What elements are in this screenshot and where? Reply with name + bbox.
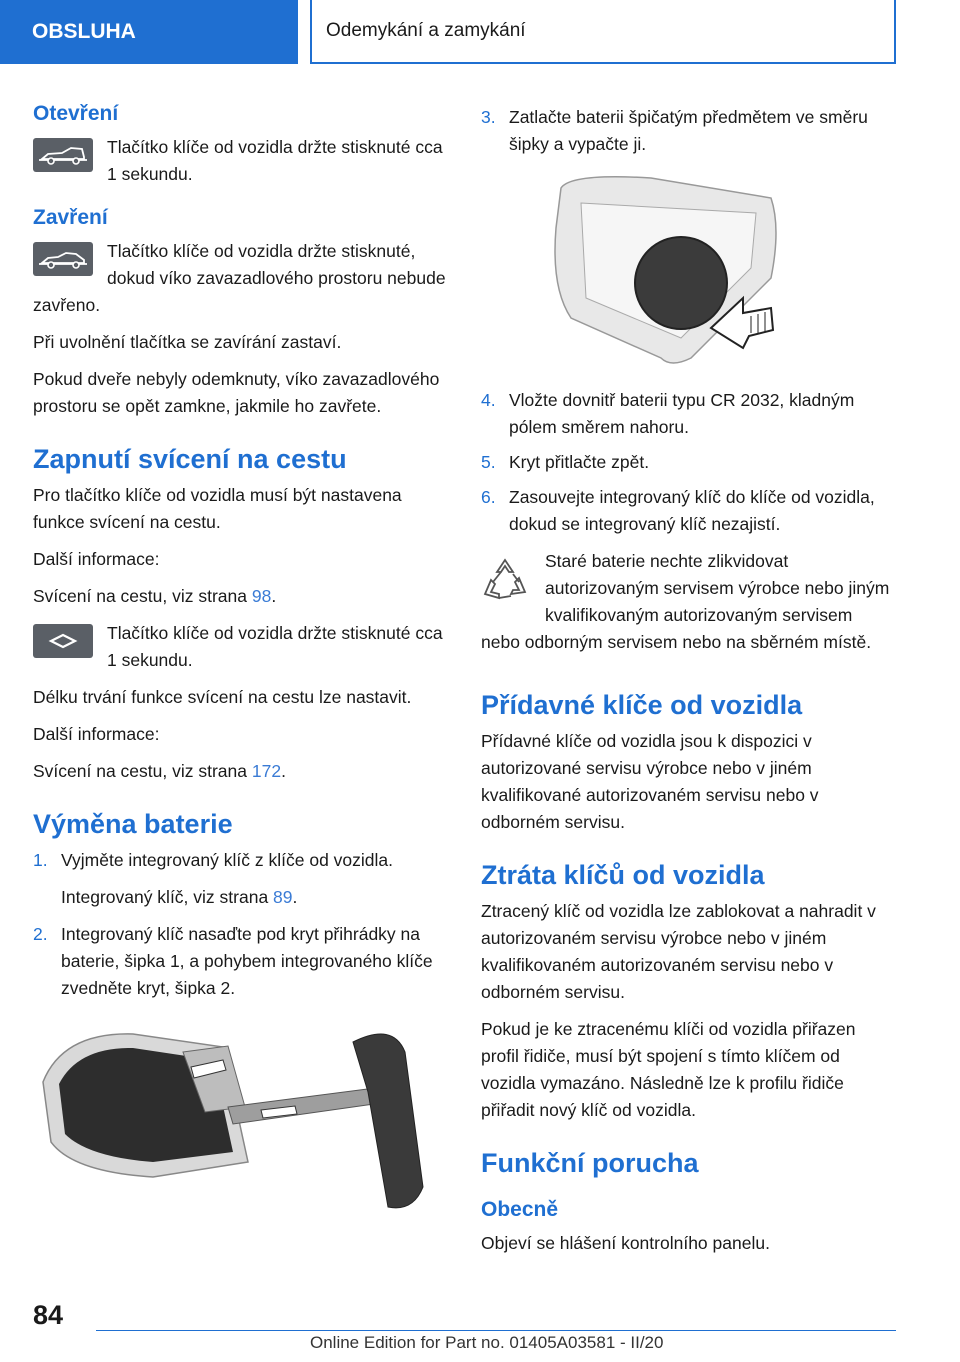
closing-heading: Zavření: [33, 206, 108, 229]
step-4-number: 4.: [481, 390, 496, 410]
car-trunk-close-icon: [33, 242, 93, 276]
lost-keys-paragraph-2: Pokud je ke ztracenému klíči od vozidla přiřazen profil řidiče, musí být spojení s tímto klíčem od vozidla vymazáno. Následně lze k profilu řidiče přiřadit nový klíč od vozidla.: [481, 1019, 856, 1120]
step-2-number: 2.: [33, 924, 48, 944]
closing-text: Tlačítko klíče od vozidla držte stisknuté, dokud víko zavazadlového prostoru nebude zavřeno.: [33, 241, 446, 315]
step-3-number: 3.: [481, 107, 496, 127]
step-5-number: 5.: [481, 452, 496, 472]
light-paragraph-1: Pro tlačítko klíče od vozidla musí být nastavena funkce svícení na cestu.: [33, 485, 402, 532]
fault-subheading: Obecně: [481, 1198, 559, 1221]
closing-paragraph-2: Pokud dveře nebyly odemknuty, víko zavazadlového prostoru se opět zamkne, jakmile ho zavřete.: [33, 369, 440, 416]
battery-steps-right-2: [481, 387, 896, 538]
header-section-tab: [0, 0, 298, 64]
step-2-text: Integrovaný klíč nasaďte pod kryt přihrádky na baterie, šipka 1, a pohybem integrovaného klíče zvedněte kryt, šipka 2.: [61, 924, 433, 998]
battery-steps-left-2: [33, 921, 448, 1002]
light-reference-2-text: Svícení na cestu, viz strana: [33, 761, 252, 781]
light-more-info-2: Další informace:: [33, 724, 160, 744]
page-link-98[interactable]: 98: [251, 586, 272, 606]
recycle-note: [481, 548, 896, 666]
footer-edition: Online Edition for Part no. 01405A03581 - II/20: [310, 1333, 664, 1352]
step-5: [481, 449, 896, 476]
page-number: 84: [33, 1300, 64, 1330]
step-6-number: 6.: [481, 487, 496, 507]
light-more-info-1: Další informace:: [33, 549, 160, 569]
battery-steps-left: [33, 847, 448, 874]
step-1-reference-text: Integrovaný klíč, viz strana: [61, 887, 274, 907]
opening-instruction: [33, 134, 448, 188]
step-4: [481, 387, 896, 441]
header-chapter-tab: [310, 0, 896, 64]
extra-keys-heading: Přídavné klíče od vozidla: [481, 690, 803, 720]
step-1: [33, 847, 448, 874]
recycle-text: Staré baterie nechte zlikvidovat autorizovaným servisem výrobce nebo jiným kvalifikovaným autorizovaným servisem nebo odborným servisem nebo na sběrném místě.: [481, 551, 890, 652]
step-3: [481, 104, 896, 158]
closing-paragraph-1: Při uvolnění tlačítka se zavírání zastaví.: [33, 332, 342, 352]
step-1-number: 1.: [33, 850, 48, 870]
right-column: [481, 100, 896, 1267]
light-reference-2: Svícení na cestu, viz strana 172.: [33, 761, 286, 781]
step-6: [481, 484, 896, 538]
header-chapter-label: Odemykání a zamykání: [326, 20, 526, 41]
light-button-text: Tlačítko klíče od vozidla držte stisknuté cca 1 sekundu.: [107, 623, 443, 670]
header-section-label: OBSLUHA: [32, 20, 136, 43]
light-paragraph-2: Délku trvání funkce svícení na cestu lze nastavit.: [33, 687, 412, 707]
closing-instruction: [33, 238, 448, 319]
left-column: [33, 100, 448, 1217]
footer-divider: [96, 1330, 896, 1331]
opening-heading: Otevření: [33, 102, 119, 125]
step-5-text: Kryt přitlačte zpět.: [509, 452, 650, 472]
light-instruction: [33, 620, 448, 674]
car-trunk-open-icon: [33, 138, 93, 172]
step-1-reference: Integrovaný klíč, viz strana 89.: [61, 887, 298, 907]
step-2: [33, 921, 448, 1002]
fault-paragraph: Objeví se hlášení kontrolního panelu.: [481, 1233, 770, 1253]
battery-steps-right: [481, 104, 896, 158]
step-1-text: Vyjměte integrovaný klíč z klíče od vozidla.: [61, 850, 393, 870]
key-integrated-key-illustration: [33, 1012, 448, 1217]
light-reference-1: Svícení na cestu, viz strana 98.: [33, 586, 277, 606]
recycle-icon: [481, 554, 529, 610]
diamond-light-icon: [33, 624, 93, 658]
light-heading: Zapnutí svícení na cestu: [33, 444, 347, 474]
lost-keys-paragraph-1: Ztracený klíč od vozidla lze zablokovat a nahradit v autorizovaném servisu výrobce nebo v jiném kvalifikovaném autorizovaném servisu nebo v odborném servisu.: [481, 901, 876, 1002]
step-3-text: Zatlačte baterii špičatým předmětem ve směru šipky a vypačte ji.: [509, 107, 868, 154]
fault-heading: Funkční porucha: [481, 1148, 699, 1178]
light-reference-1-text: Svícení na cestu, viz strana: [33, 586, 252, 606]
page-link-89[interactable]: 89: [273, 887, 293, 907]
step-4-text: Vložte dovnitř baterii typu CR 2032, kladným pólem směrem nahoru.: [509, 390, 855, 437]
extra-keys-paragraph: Přídavné klíče od vozidla jsou k dispozici v autorizované servisu výrobce nebo v jiném kvalifikované autorizovaném servisu nebo v odborném servisu.: [481, 731, 819, 832]
lost-keys-heading: Ztráta klíčů od vozidla: [481, 860, 765, 890]
opening-text: Tlačítko klíče od vozidla držte stisknuté cca 1 sekundu.: [107, 137, 443, 184]
battery-removal-illustration: [481, 168, 896, 383]
step-6-text: Zasouvejte integrovaný klíč do klíče od vozidla, dokud se integrovaný klíč nezajistí.: [509, 487, 875, 534]
battery-heading: Výměna baterie: [33, 809, 233, 839]
page-link-172[interactable]: 172: [251, 761, 282, 781]
